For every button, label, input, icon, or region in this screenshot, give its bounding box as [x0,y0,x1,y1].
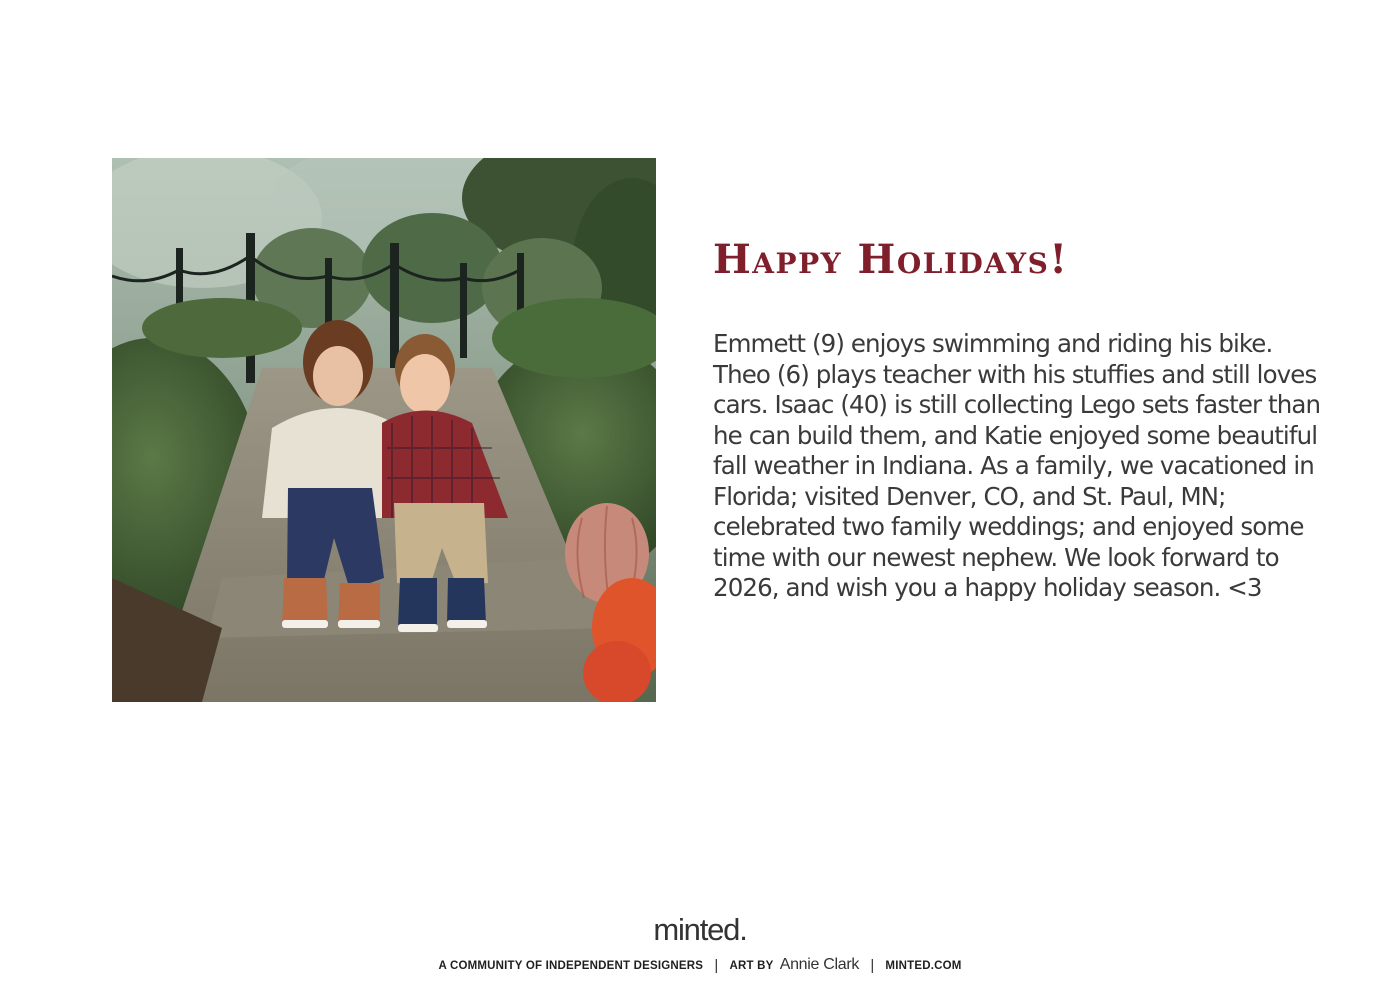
greeting-heading: Happy Holidays! [713,236,1069,283]
footer-credits [0,955,1400,976]
footer-divider: | [870,957,875,974]
family-update-message: Emmett (9) enjoys swimming and riding his bike. Theo (6) plays teacher with his stuffies and still loves cars. Isaac (40) is still collecting Lego sets faster than he can build them, and Katie enjoyed some beautiful fall weather in Indiana. As a family, we vacationed in Florida; visited Denver, CO, and St. Paul, MN; celebrated two family weddings; and enjoyed some time with our newest nephew. We look forward to 2026, and wish you a happy holiday season. <3 [713,329,1321,602]
site-link[interactable]: MINTED.COM [885,960,962,972]
footer-divider: | [714,957,719,974]
footer-tagline: A COMMUNITY OF INDEPENDENT DESIGNERS [438,960,704,972]
artist-name: Annie Clark [779,956,860,973]
family-photo [112,158,656,702]
minted-logo: minted. [653,912,747,947]
art-by-label: ART BY [729,960,774,972]
